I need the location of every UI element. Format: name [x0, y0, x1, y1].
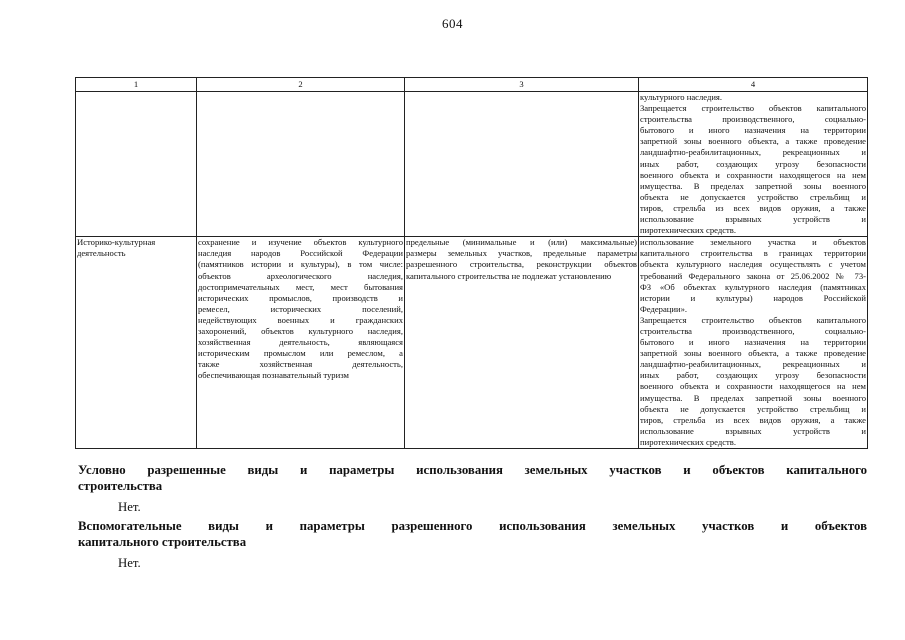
text-line: ремесел, исторических поселений,	[198, 303, 403, 314]
activity-name	[77, 237, 195, 259]
text-line: строительства производственного, социально-	[640, 114, 866, 125]
text-line: имущества. В пределах запретной зоны военного	[640, 180, 866, 191]
row1-col2-cell	[197, 92, 405, 237]
text-line: достопримечательных мест, мест бытования	[198, 281, 403, 292]
text-line: бытового и иного назначения на территории	[640, 337, 866, 348]
text-line: капитального строительства не подлежат установлению	[406, 270, 612, 281]
text-line: объекта не допускается устройство стрельбищ и	[640, 191, 866, 202]
regulations-table	[75, 77, 868, 449]
row2-activity-cell	[76, 237, 197, 449]
text-line: запретной зоны военного объекта, а также проведение	[640, 136, 866, 147]
text-line: использование взрывных устройств и	[640, 214, 866, 225]
text-line: ФЗ «Об объектах культурного наследия (памятниках	[640, 281, 866, 292]
text-line: иных работ, создающих угрозу безопасности	[640, 158, 866, 169]
text-line: исторических промыслов, производств и	[198, 292, 403, 303]
text-line: деятельность	[77, 248, 126, 259]
text-line: истории и культуры) народов Российской	[640, 292, 866, 303]
row1-col4-cell	[639, 92, 868, 237]
conditional-uses-body: Нет.	[118, 500, 141, 514]
text-line: имущества. В пределах запретной зоны военного	[640, 392, 866, 403]
auxiliary-uses-body: Нет.	[118, 556, 141, 570]
text-line: культурного наследия.	[640, 92, 723, 102]
text-line: недействующих военных и гражданских	[198, 314, 403, 325]
auxiliary-uses-heading	[78, 518, 867, 550]
text-line: тиров, стрельба из всех видов оружия, а также	[640, 202, 866, 213]
table-header-row	[76, 78, 868, 92]
text-line: пиротехнических средств.	[640, 225, 736, 236]
auxiliary-uses-heading-line1: Вспомогательные виды и параметры разрешенного использования земельных участков и объектов	[78, 519, 867, 533]
text-line: объектов археологического наследия,	[198, 270, 403, 281]
text-line: военного объекта и сохранности находящегося на нем	[640, 381, 866, 392]
row2-restrictions-cell	[639, 237, 868, 449]
row2-parameters-cell	[405, 237, 639, 449]
column-header-3: 3	[405, 78, 639, 92]
text-line: Запрещается строительство объектов капитального	[640, 103, 866, 114]
text-line: размеры земельных участков, предельные параметры	[406, 248, 637, 259]
text-line: требований Федерального закона от 25.06.2002 № 73-	[640, 270, 866, 281]
text-line: использование взрывных устройств и	[640, 425, 866, 436]
text-line: строительства производственного, социально-	[640, 325, 866, 336]
text-line: пиротехнических средств.	[640, 436, 736, 447]
text-line: захоронений, объектов культурного наследия,	[198, 325, 403, 336]
column-header-4: 4	[639, 78, 868, 92]
text-line: предельные (минимальные и (или) максимальные)	[406, 237, 637, 248]
text-line: использование земельного участка и объектов	[640, 237, 866, 248]
text-line: Запрещается строительство объектов капитального	[640, 314, 866, 325]
auxiliary-uses-heading-line2: капитального строительства	[78, 535, 247, 549]
text-line: военного объекта и сохранности находящегося на нем	[640, 169, 866, 180]
text-line: Историко-культурная	[77, 237, 156, 248]
text-line: объекта культурного наследия осуществлять с учетом	[640, 259, 866, 270]
column-header-1: 1	[76, 78, 197, 92]
text-line: историческим промыслом или ремеслом, а	[198, 348, 403, 359]
text-line: тиров, стрельба из всех видов оружия, а также	[640, 414, 866, 425]
row1-col3-cell	[405, 92, 639, 237]
text-line: обеспечивающая познавательный туризм	[198, 370, 349, 381]
limit-parameters-text	[406, 237, 637, 281]
conditional-uses-heading	[78, 462, 867, 494]
text-line: Федерации».	[640, 303, 688, 314]
activity-description	[198, 237, 403, 381]
row1-restrictions-text	[640, 92, 866, 236]
text-line: (памятников истории и культуры), в том числе:	[198, 259, 403, 270]
text-line: хозяйственная деятельность, являющаяся	[198, 337, 403, 348]
table-row	[76, 237, 868, 449]
text-line: сохранение и изучение объектов культурного	[198, 237, 403, 248]
row2-description-cell	[197, 237, 405, 449]
row1-col1-cell	[76, 92, 197, 237]
text-line: ландшафтно-реабилитационных, рекреационных и	[640, 359, 866, 370]
text-line: объекта не допускается устройство стрельбищ и	[640, 403, 866, 414]
text-line: бытового и иного назначения на территории	[640, 125, 866, 136]
text-line: иных работ, создающих угрозу безопасности	[640, 370, 866, 381]
table-row	[76, 92, 868, 237]
text-line: разрешенного строительства, реконструкции объектов	[406, 259, 637, 270]
text-line: ландшафтно-реабилитационных, рекреационных и	[640, 147, 866, 158]
text-line: наследия народов Российской Федерации	[198, 248, 403, 259]
conditional-uses-heading-line1: Условно разрешенные виды и параметры использования земельных участков и объектов капитального	[78, 463, 867, 477]
text-line: капитального строительства в границах территории	[640, 248, 866, 259]
column-header-2: 2	[197, 78, 405, 92]
row2-restrictions-text	[640, 237, 866, 448]
text-line: запретной зоны военного объекта, а также проведение	[640, 348, 866, 359]
page-number: 604	[442, 16, 463, 31]
conditional-uses-heading-line2: строительства	[78, 479, 163, 493]
text-line: также хозяйственная деятельность,	[198, 359, 403, 370]
